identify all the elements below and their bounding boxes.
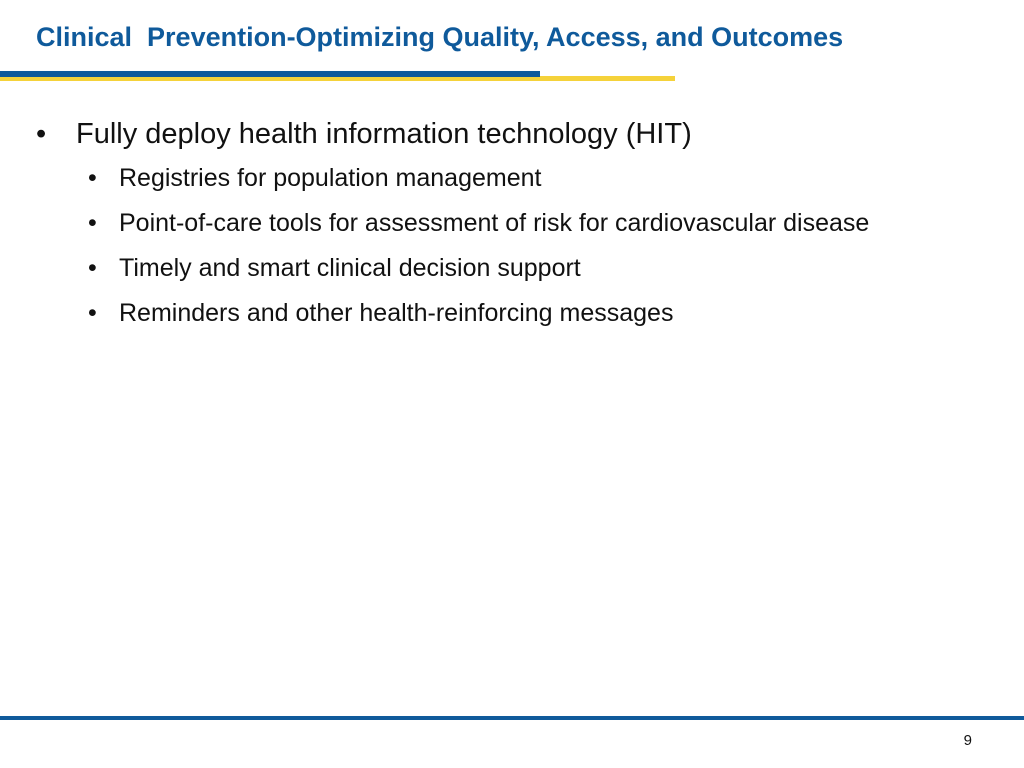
subbullet-item (36, 295, 976, 332)
subbullet-item (36, 250, 976, 287)
bullet-icon: • (36, 118, 47, 150)
bullet-icon: • (88, 164, 97, 192)
slide-title: Clinical Prevention-Optimizing Quality, Access, and Outcomes (36, 22, 844, 52)
footer-rule (0, 716, 1024, 720)
slide-content (36, 112, 976, 340)
subbullet-list (36, 160, 976, 332)
subbullet-item (36, 205, 976, 242)
bullet-icon: • (88, 299, 97, 327)
subbullet-item (36, 160, 976, 197)
bullet-icon: • (88, 209, 97, 237)
subbullet-text: Timely and smart clinical decision support (119, 254, 581, 282)
bullet-icon: • (88, 254, 97, 282)
bullet-text: Fully deploy health information technology (HIT) (76, 118, 692, 150)
subbullet-text: Reminders and other health-reinforcing messages (119, 299, 674, 327)
subbullet-text: Point-of-care tools for assessment of risk for cardiovascular disease (119, 209, 870, 237)
subbullet-text: Registries for population management (119, 164, 542, 192)
bullet-item (36, 112, 976, 156)
title-underline-blue (0, 71, 540, 77)
page-number: 9 (963, 732, 972, 749)
